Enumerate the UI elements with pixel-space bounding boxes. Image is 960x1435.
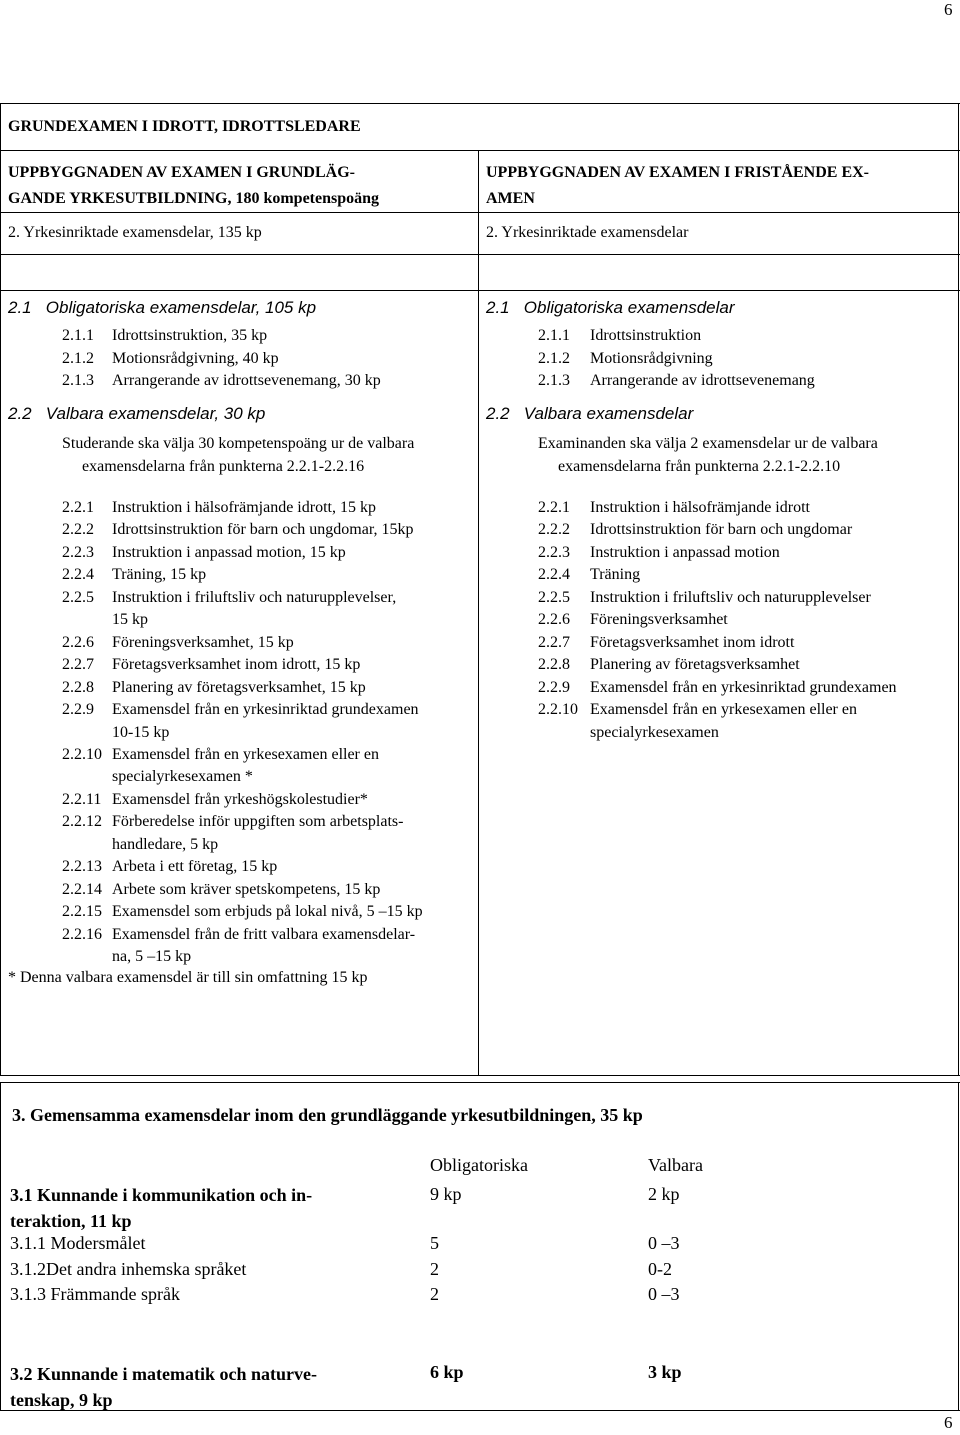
- table-border: [0, 103, 1, 1075]
- group-2-heading: 3.2 Kunnande i matematik och naturve- tenskap, 9 kp: [10, 1364, 318, 1410]
- table-rule: [0, 1082, 960, 1083]
- item-text: Examensdel från en yrkesexamen eller en: [112, 745, 379, 763]
- item-number: 2.2.6: [538, 611, 570, 629]
- table-rule: [0, 290, 960, 291]
- item-text: Idrottsinstruktion: [590, 327, 702, 344]
- list-item: [62, 654, 361, 676]
- col-header-valbara: Valbara: [648, 1155, 703, 1175]
- list-item: [538, 497, 810, 519]
- item-number: 2.2.3: [62, 543, 94, 561]
- list-item: [538, 325, 702, 347]
- table-border: [0, 1082, 1, 1410]
- footnote: * Denna valbara examensdel är till sin omfattning 15 kp: [8, 969, 368, 986]
- group-1-oblig: 9 kp: [430, 1184, 462, 1204]
- item-text: specialyrkesexamen: [590, 723, 719, 741]
- table-border: [958, 103, 959, 1075]
- table-2-title: 3. Gemensamma examensdelar inom den grundläggande yrkesutbildningen, 35 kp: [12, 1105, 643, 1125]
- list-item: [62, 564, 207, 586]
- item-number: 2.2.14: [62, 880, 102, 898]
- list-item: [62, 677, 366, 699]
- item-text: Föreningsverksamhet: [590, 611, 728, 629]
- item-number: 2.2.4: [62, 566, 94, 584]
- item-number: 2.2.5: [538, 588, 570, 606]
- right-subheading: 2. Yrkesinriktade examensdelar: [486, 224, 689, 241]
- row-oblig: 5: [430, 1233, 439, 1253]
- group-1-valb: 2 kp: [648, 1184, 680, 1204]
- page-number-top: 6: [944, 0, 953, 19]
- left-subheading: 2. Yrkesinriktade examensdelar, 135 kp: [8, 224, 262, 241]
- item-text: Instruktion i friluftsliv och naturupplevelser,: [112, 588, 397, 606]
- item-number: 2.1.2: [538, 349, 570, 367]
- row-name: 3.1.3 Främmande språk: [10, 1284, 180, 1304]
- item-number: 2.1.1: [538, 327, 570, 344]
- item-text: Arrangerande av idrottsevenemang: [590, 372, 815, 389]
- right-valb-intro: Examinanden ska välja 2 examensdelar ur de valbara examensdelarna från punkterna 2.2.1-2.2.10: [538, 435, 878, 475]
- list-item: [538, 348, 713, 370]
- item-number: 2.2.2: [538, 521, 570, 539]
- item-text: Arbeta i ett företag, 15 kp: [112, 858, 278, 876]
- item-number: 2.2.6: [62, 633, 94, 651]
- item-text: na, 5 –15 kp: [112, 948, 192, 965]
- item-text: Instruktion i friluftsliv och naturupplevelser: [590, 588, 871, 606]
- page-number-bottom: 6: [944, 1413, 953, 1432]
- table-rule: [0, 150, 960, 151]
- list-item: [62, 519, 414, 541]
- left-valb-heading: 2.2 Valbara examensdelar, 30 kp: [8, 404, 266, 423]
- list-item: [538, 519, 853, 541]
- list-item: [538, 370, 815, 392]
- list-item: [62, 924, 416, 946]
- row-oblig: 2: [430, 1258, 439, 1279]
- list-item: [62, 879, 381, 901]
- table-title: GRUNDEXAMEN I IDROTT, IDROTTSLEDARE: [8, 118, 361, 135]
- item-text: Idrottsinstruktion för barn och ungdomar: [590, 521, 853, 539]
- item-number: 2.1.3: [62, 372, 94, 389]
- right-oblig-heading: 2.1 Obligatoriska examensdelar: [486, 298, 735, 317]
- item-text: Planering av företagsverksamhet, 15 kp: [112, 678, 366, 696]
- list-item: [538, 587, 871, 609]
- item-number: 2.2.10: [62, 745, 102, 763]
- table-rule: [0, 103, 960, 104]
- item-number: 2.2.15: [62, 903, 102, 921]
- list-item: [538, 632, 795, 654]
- item-number: 2.2.8: [538, 656, 570, 674]
- col-header-obligatoriska: Obligatoriska: [430, 1155, 528, 1175]
- item-text: Föreningsverksamhet, 15 kp: [112, 633, 294, 651]
- left-valb-intro: Studerande ska välja 30 kompetenspoäng ur de valbara examensdelarna från punkterna 2.2.1-2.2.16: [62, 435, 415, 475]
- item-text: handledare, 5 kp: [112, 835, 219, 853]
- item-number: 2.2.8: [62, 678, 94, 696]
- item-number: 2.2.7: [62, 656, 94, 674]
- item-text: Examensdel från en yrkesinriktad grundexamen: [590, 678, 897, 696]
- list-item: [62, 632, 294, 654]
- list-item: [62, 744, 379, 766]
- item-number: 2.2.10: [538, 701, 578, 719]
- item-number: 2.2.7: [538, 633, 570, 651]
- item-number: 2.1.2: [62, 349, 94, 367]
- item-text: Examensdel från en yrkesexamen eller en: [590, 701, 857, 719]
- list-item: [62, 811, 404, 833]
- item-text: Motionsrådgivning: [590, 349, 713, 367]
- item-text: Examensdel från yrkeshögskolestudier*: [112, 790, 368, 808]
- item-text: Instruktion i anpassad motion: [590, 543, 780, 561]
- right-header: UPPBYGGNADEN AV EXAMEN I FRISTÅENDE EX- AMEN: [486, 164, 870, 207]
- item-text: 10-15 kp: [112, 723, 170, 741]
- item-text: Instruktion i hälsofrämjande idrott, 15 kp: [112, 499, 376, 516]
- list-item: [62, 325, 268, 347]
- item-text: Planering av företagsverksamhet: [590, 656, 800, 674]
- item-number: 2.1.3: [538, 372, 570, 389]
- left-header: UPPBYGGNADEN AV EXAMEN I GRUNDLÄG- GANDE YRKESUTBILDNING, 180 kompetenspoäng: [8, 164, 380, 207]
- item-text: Instruktion i anpassad motion, 15 kp: [112, 543, 346, 561]
- item-number: 2.2.16: [62, 925, 102, 943]
- item-text: Idrottsinstruktion för barn och ungdomar, 15kp: [112, 521, 414, 539]
- item-number: 2.2.5: [62, 588, 94, 606]
- row-oblig: 2: [430, 1284, 439, 1304]
- item-number: 2.2.12: [62, 813, 102, 831]
- item-number: 2.2.1: [538, 499, 570, 516]
- list-item: [62, 901, 423, 923]
- table-rule: [0, 254, 960, 255]
- item-number: 2.2.9: [538, 678, 570, 696]
- group-1-heading: 3.1 Kunnande i kommunikation och in- teraktion, 11 kp: [10, 1185, 313, 1231]
- list-item: [62, 699, 419, 721]
- list-item: [62, 587, 397, 609]
- column-divider: [478, 150, 479, 1075]
- list-item: [538, 542, 780, 564]
- list-item: [62, 542, 346, 564]
- item-text: Idrottsinstruktion, 35 kp: [112, 327, 268, 344]
- list-item: [538, 654, 800, 676]
- list-item: [62, 370, 381, 392]
- list-item: [538, 564, 641, 586]
- left-oblig-heading: 2.1 Obligatoriska examensdelar, 105 kp: [8, 298, 317, 317]
- item-number: 2.2.1: [62, 499, 94, 516]
- item-text: Förberedelse inför uppgiften som arbetsplats-: [112, 813, 404, 831]
- table-border: [958, 1082, 959, 1410]
- item-text: Träning: [590, 566, 641, 584]
- table-rule: [0, 212, 960, 213]
- item-number: 2.2.3: [538, 543, 570, 561]
- item-text: Träning, 15 kp: [112, 566, 207, 584]
- item-number: 2.2.11: [62, 790, 102, 808]
- item-number: 2.2.13: [62, 858, 102, 876]
- list-item: [538, 609, 728, 631]
- list-item: [538, 699, 857, 721]
- row-name: 3.1.2Det andra inhemska språket: [10, 1258, 247, 1279]
- group-2-oblig: 6 kp: [430, 1362, 464, 1382]
- item-number: 2.2.2: [62, 521, 94, 539]
- item-text: Företagsverksamhet inom idrott: [590, 633, 795, 651]
- item-text: Instruktion i hälsofrämjande idrott: [590, 499, 810, 516]
- row-name: 3.1.1 Modersmålet: [10, 1233, 146, 1253]
- list-item: [62, 497, 376, 519]
- item-number: 2.1.1: [62, 327, 94, 344]
- row-valb: 0-2: [648, 1258, 672, 1279]
- item-text: specialyrkesexamen *: [112, 768, 253, 786]
- item-text: Företagsverksamhet inom idrott, 15 kp: [112, 656, 361, 674]
- item-text: Motionsrådgivning, 40 kp: [112, 349, 279, 367]
- group-2-valb: 3 kp: [648, 1362, 682, 1382]
- item-number: 2.2.4: [538, 566, 570, 584]
- item-text: Examensdel från de fritt valbara examensdelar-: [112, 925, 416, 943]
- list-item: [62, 856, 278, 878]
- item-text: Examensdel från en yrkesinriktad grundexamen: [112, 701, 419, 719]
- item-text: Arrangerande av idrottsevenemang, 30 kp: [112, 372, 381, 389]
- table-rule: [0, 1075, 960, 1076]
- item-text: Arbete som kräver spetskompetens, 15 kp: [112, 880, 381, 898]
- list-item: [538, 677, 897, 699]
- list-item: [62, 789, 368, 811]
- list-item: [62, 348, 279, 370]
- row-valb: 0 –3: [648, 1284, 680, 1304]
- item-text: Examensdel som erbjuds på lokal nivå, 5 –15 kp: [112, 903, 423, 921]
- right-valb-heading: 2.2 Valbara examensdelar: [486, 404, 694, 423]
- item-number: 2.2.9: [62, 701, 94, 719]
- item-text: 15 kp: [112, 611, 148, 629]
- row-valb: 0 –3: [648, 1233, 680, 1253]
